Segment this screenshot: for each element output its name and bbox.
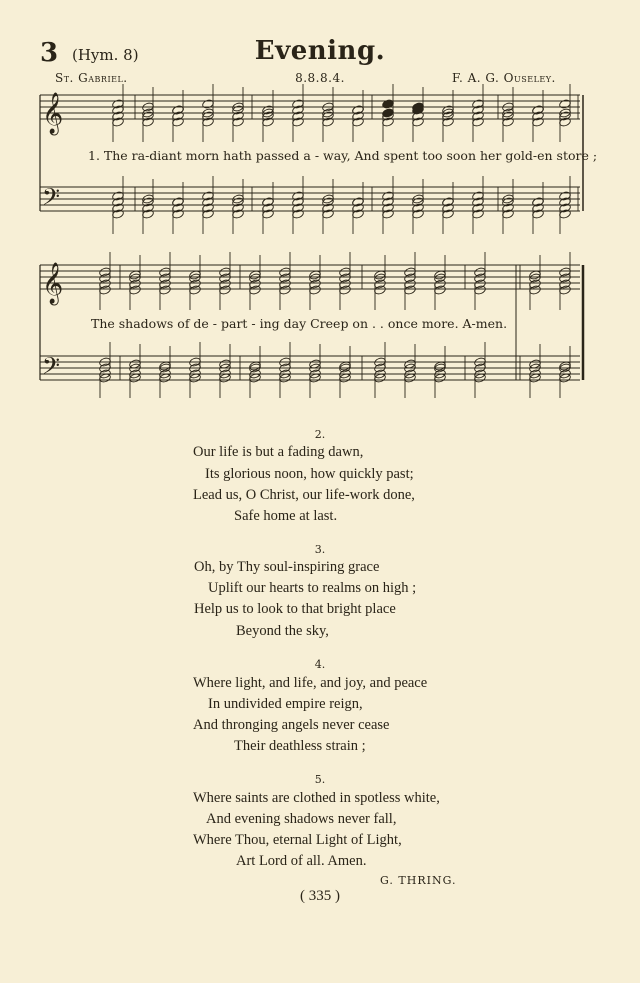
page-title: Evening.	[254, 36, 386, 66]
hymn-number: 3	[40, 38, 59, 68]
verse-number: 4.	[314, 658, 326, 671]
verse-line: Lead us, O Christ, our life-work done,	[193, 487, 415, 503]
verse-line: Safe home at last.	[234, 508, 338, 524]
meter: 8.8.8.4.	[295, 71, 345, 85]
composer: F. A. G. Ouseley.	[452, 71, 556, 85]
hymn-reference: (Hym. 8)	[72, 46, 139, 64]
lyric-line-1: 1. The ra-diant morn hath passed a - way, And spent too soon her gold-en store ;	[88, 148, 598, 163]
tune-name: St. Gabriel.	[55, 71, 128, 85]
verse-number: 2.	[314, 428, 326, 441]
verse-line: Beyond the sky,	[236, 623, 329, 639]
verse-line: In undivided empire reign,	[208, 696, 363, 712]
verse-line: And thronging angels never cease	[193, 717, 390, 733]
svg-text:𝄢: 𝄢	[42, 352, 61, 385]
verse-number: 5.	[314, 773, 326, 786]
page-number: ( 335 )	[300, 888, 340, 904]
svg-text:𝄞: 𝄞	[42, 263, 64, 304]
verse-line: Help us to look to that bright place	[194, 601, 396, 617]
verse-line: Where saints are clothed in spotless white,	[193, 790, 440, 806]
music-score	[0, 0, 640, 400]
verse-line: Uplift our hearts to realms on high ;	[208, 580, 417, 596]
lyric-line-2: The shadows of de - part - ing day Creep on . . once more. A-men.	[91, 316, 508, 331]
verse-line: Where light, and life, and joy, and peace	[193, 675, 428, 691]
verse-line: Their deathless strain ;	[234, 738, 366, 754]
verse-line: Our life is but a fading dawn,	[193, 444, 364, 460]
verse-line: Its glorious noon, how quickly past;	[205, 466, 414, 482]
svg-text:𝄞: 𝄞	[42, 93, 64, 134]
verse-number: 3.	[314, 543, 326, 556]
verse-line: And evening shadows never fall,	[206, 811, 397, 827]
verse-line: Where Thou, eternal Light of Light,	[193, 832, 402, 848]
svg-text:𝄢: 𝄢	[42, 183, 61, 216]
verse-line: Oh, by Thy soul-inspiring grace	[194, 559, 380, 575]
author: G. THRING.	[380, 874, 457, 887]
verse-line: Art Lord of all. Amen.	[236, 853, 367, 869]
